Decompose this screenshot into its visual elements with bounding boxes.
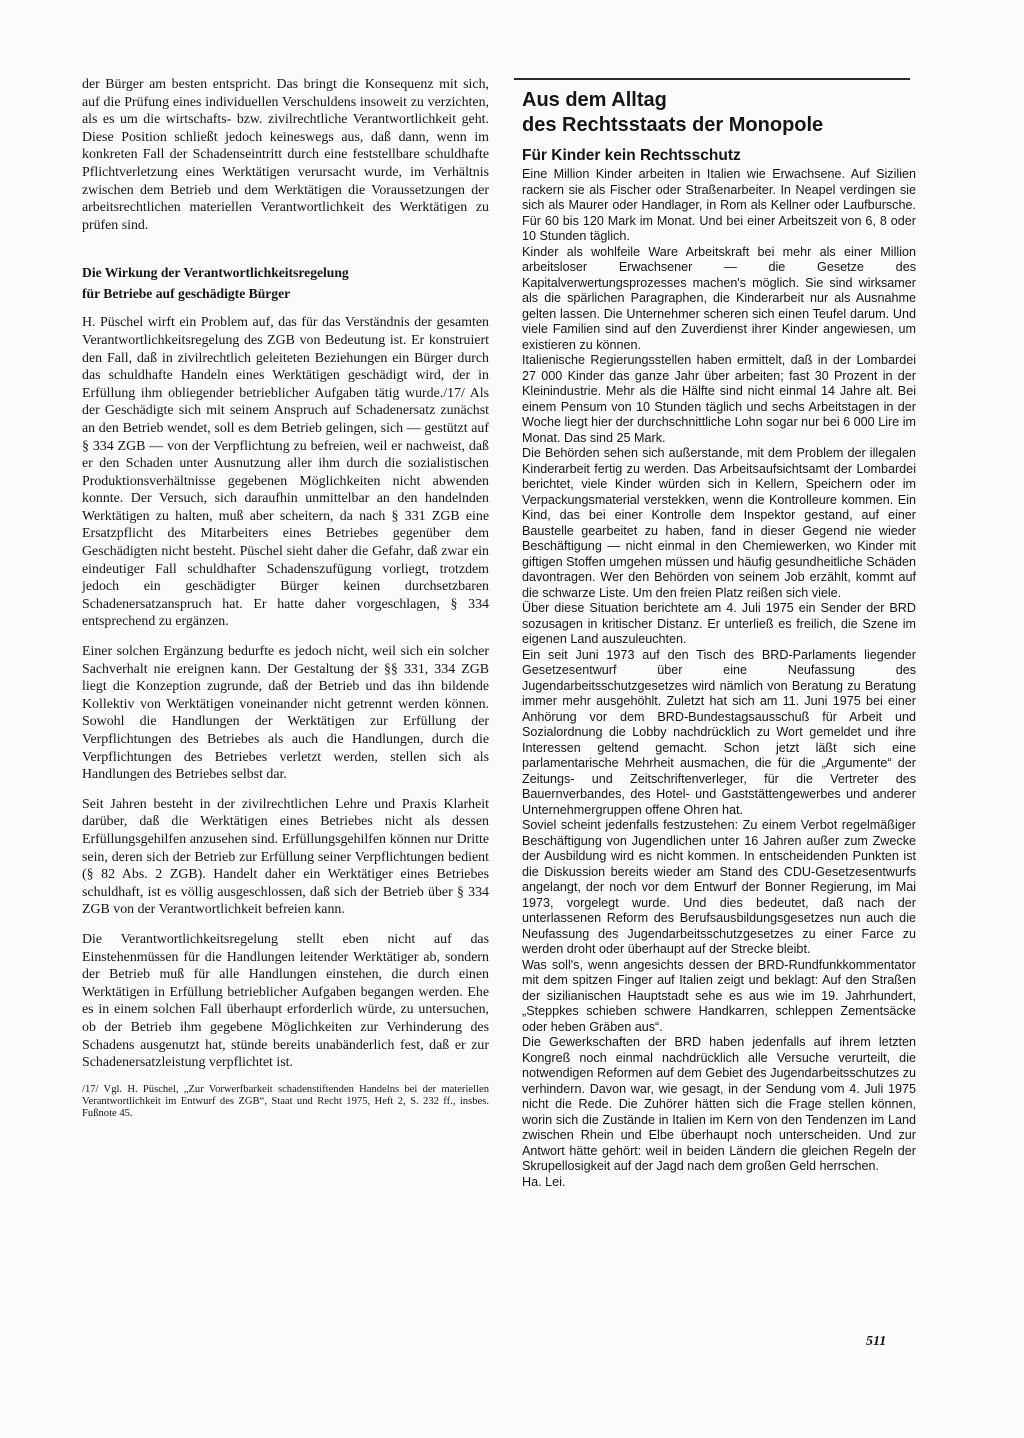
body-paragraph: H. Püschel wirft ein Problem auf, das für das Verständnis der gesamten Verantwortlichkeitsregelung des ZGB von Bedeutung ist. Er konstruiert den Fall, daß in zivilrechtlich geleiteten Beziehungen ein Bürger durch das schuldhafte Handeln eines Werktätigen geschädigt wird, der in Erfüllung ihm obliegender betrieblicher Aufgaben tätig wurde./17/ Als der Geschädigte sich mit seinem Anspruch auf Schadenersatz zunächst an den Betrieb wendet, soll es dem Betrieb gelingen, sich — gestützt auf § 334 ZGB — von der Verpflichtung zu befreien, weil er nachweist, daß er den Schaden unter Ausnutzung aller ihm durch die sozialistischen Produktionsverhältnisse gegebenen Möglichkeiten nicht abwenden konnte. Der Versuch, sich daraufhin unmittelbar an den handelnden Werktätigen zu halten, muß aber scheitern, da nach § 331 ZGB eine Ersatzpflicht des Mitarbeiters eines Betriebes gegenüber dem Geschädigten nicht besteht. Püschel sieht daher die Gefahr, daß zwar ein eindeutiger Fall schuldhafter Schadenszufügung vorliegt, trotzdem jedoch ein geschädigter Bürger keinen durchsetzbaren Schadenersatzanspruch hat. Er hatte daher vorgeschlagen, § 334 entsprechend zu ergänzen. bbox=[82, 315, 489, 630]
body-paragraph: Seit Jahren besteht in der zivilrechtlichen Lehre und Praxis Klarheit darüber, daß die Werktätigen eines Betriebes nicht als dessen Erfüllungsgehilfen anzusehen sind. Erfüllungsgehilfen können nur Dritte sein, deren sich der Betrieb zur Erfüllung seiner Verpflichtungen bedient (§ 82 Abs. 2 ZGB). Handelt daher ein Werktätiger eines Betriebes schuldhaft, ist es völlig ausgeschlossen, daß sich der Betrieb über § 334 ZGB von der Verantwortlichkeit befreien kann. bbox=[82, 796, 489, 918]
section-heading bbox=[82, 262, 489, 304]
article-title-line2: des Rechtsstaats der Monopole bbox=[522, 113, 824, 136]
body-paragraph: Die Verantwortlichkeitsregelung stellt eben nicht auf das Einstehenmüssen für die Handlungen leitender Werktätiger ab, sondern der Betrieb muß für alle Handlungen einstehen, die durch einen Werktätigen in Erfüllung betrieblicher Aufgaben begangen werden. Ehe es in einem solchen Fall überhaupt erforderlich würde, zu untersuchen, ob der Betrieb ihm gegebene Möglichkeiten zur Verhinderung des Schadens ausgenutzt hat, stünde bereits unabänderlich fest, daß er zur Schadenersatzleistung verpflichtet ist. bbox=[82, 931, 489, 1071]
article-paragraph: Die Gewerkschaften der BRD haben jedenfalls auf ihrem letzten Kongreß noch einmal nachdrücklich alle Versuche verurteilt, die notwendigen Reformen auf dem Gebiet des Jugendarbeitsschutzes zu verhindern. Davon war, wie gesagt, in der Sendung vom 4. Juli 1975 nicht die Rede. Die Zuhörer hätten sich die Frage stellen können, worin sich die Zustände in Italien im Kern von den Tendenzen im Land zwischen Rhein und Elbe überhaupt noch unterscheiden. Und zur Antwort hätte gehört: weil in beiden Ländern die gleichen Regeln der Skrupellosigkeit auf der Jagd nach dem großen Geld herrschen. bbox=[522, 1035, 916, 1173]
right-column bbox=[522, 88, 916, 1190]
article-paragraph: Die Behörden sehen sich außerstande, mit dem Problem der illegalen Kinderarbeit fertig zu werden. Das Arbeitsaufsichtsamt der Lombardei berichtet, viele Kinder würden sich in Kellern, Speichern oder im Verpackungsmaterial verstekken, wenn die Kontrolleure kommen. Ein Kind, das bei einer Kontrolle dem Inspektor gestand, auf einer Baustelle gearbeitet zu haben, fand in dieser Gegend nie wieder Beschäftigung — nicht einmal in den Chemiewerken, wo Kinder mit giftigen Stoffen umgehen müssen und häufig gesundheitliche Schäden davontragen. Wer den Behörden von seinem Job erzählt, kommt auf die schwarze Liste. Um den freien Platz reißen sich viele. bbox=[522, 446, 916, 600]
footnote: /17/ Vgl. H. Püschel, „Zur Vorwerfbarkeit schadenstiftenden Handelns bei der materiellen Verantwortlichkeit im Entwurf des ZGB“, Staat und Recht 1975, Heft 2, S. 232 ff., insbes. Fußnote 45. bbox=[82, 1083, 489, 1120]
article-title bbox=[522, 88, 916, 137]
section-heading-line2: für Betriebe auf geschädigte Bürger bbox=[82, 286, 291, 302]
article-paragraph: Kinder als wohlfeile Ware Arbeitskraft bei mehr als einer Million arbeitsloser Erwachsener — die Gesetze des Kapitalverwertungsprozesses machen's möglich. Sie sind wirksamer als die spärlichen Paragraphen, die Kinderarbeit nur als Ausnahme gelten lassen. Die Unternehmer scheren sich einen Teufel darum. Und viele Familien sind auf den Zuverdienst ihrer Kinder angewiesen, um existieren zu können. bbox=[522, 244, 916, 352]
body-paragraph: Einer solchen Ergänzung bedurfte es jedoch nicht, weil sich ein solcher Sachverhalt nie ereignen kann. Der Gestaltung der §§ 331, 334 ZGB liegt die Konzeption zugrunde, daß der Betrieb und das ihn bildende Kollektiv von Werktätigen voneinander nicht getrennt werden können. Sowohl die Handlungen der Werktätigen zur Erfüllung der Verpflichtungen des Betriebes als auch die Handlungen, durch die Verpflichtungen des Betriebes verletzt werden, stellen sich als Handlungen des Betriebes selbst dar. bbox=[82, 644, 489, 783]
article-subtitle: Für Kinder kein Rechtsschutz bbox=[522, 147, 741, 164]
article-paragraph: Was soll's, wenn angesichts dessen der BRD-Rundfunkkommentator mit dem spitzen Finger auf Italien zeigt und beklagt: Auf den Straßen der sizilianischen Hauptstadt sehe es aus wie im 19. Jahrhundert, „Steppkes schieben schwere Handkarren, schleppen Zementsäcke oder heben Gräben aus“. bbox=[522, 957, 916, 1034]
article-paragraph: Soviel scheint jedenfalls festzustehen: Zu einem Verbot regelmäßiger Beschäftigung von Jugendlichen unter 16 Jahren außer zum Zwecke der Ausbildung wird es nicht kommen. In entscheidenden Punkten ist die Diskussion bereits wieder am Stand des CDU-Gesetzesentwurfs angelangt, der noch vor dem Entwurf der Bonner Regierung, im Mai 1973, vorgelegt wurde. Und dies bedeutet, daß nach der unterlassenen Reform des Berufsausbildungsgesetzes nun auch die Neufassung des Jugendarbeitsschutzgesetzes zu einer Farce zu werden droht oder überhaupt auf der Strecke bleibt. bbox=[522, 818, 916, 956]
left-column bbox=[82, 76, 489, 1133]
article-paragraph: Über diese Situation berichtete am 4. Juli 1975 ein Sender der BRD sozusagen in kritischer Distanz. Er unterließ es freilich, die Szene im eigenen Land auszuleuchten. bbox=[522, 601, 916, 646]
article-paragraph: Ein seit Juni 1973 auf den Tisch des BRD-Parlaments liegender Gesetzesentwurf über eine Neufassung des Jugendarbeitsschutzgesetzes wird nämlich von Beratung zu Beratung immer mehr ausgehöhlt. Zuletzt hat sich am 11. Juni 1975 bei einer Anhörung vor dem BRD-Bundestagsausschuß für Arbeit und Sozialordnung die Lobby nachdrücklich zu Wort gemeldet und ihre Interessen geltend gemacht. Schon jetzt läßt sich eine parlamentarische Mehrheit ausmachen, die für die „Argumente“ der Zeitungs- und Zeitschriftenverleger, für die Vertreter des Bauernverbandes, des Hotel- und Gaststättengewerbes und anderer Unternehmergruppen offene Ohren hat. bbox=[522, 647, 916, 817]
author-signature: Ha. Lei. bbox=[522, 1174, 566, 1189]
column-top-rule bbox=[514, 78, 910, 80]
article-title-line1: Aus dem Alltag bbox=[522, 89, 667, 111]
article-paragraph: Italienische Regierungsstellen haben ermittelt, daß in der Lombardei 27 000 Kinder das ganze Jahr über arbeiten; fast 30 Prozent in der Kleinindustrie. Mehr als die Hälfte sind nicht einmal 14 Jahre alt. Bei einem Pensum von 10 Stunden täglich und sechs Arbeitstagen in der Woche liegt hier der durchschnittliche Lohn sogar nur bei 6 000 Lire im Monat. Das sind 25 Mark. bbox=[522, 353, 916, 445]
article-paragraph: Eine Million Kinder arbeiten in Italien wie Erwachsene. Auf Sizilien rackern sie als Fischer oder Straßenarbeiter. In Neapel verdingen sie sich als Maurer oder Handlager, in Rom als Kellner oder Laufbursche. Für 60 bis 120 Mark im Monat. Und bei einer Arbeitszeit von 6, 8 oder 10 Stunden täglich. bbox=[522, 167, 916, 243]
intro-paragraph: der Bürger am besten entspricht. Das bringt die Konsequenz mit sich, auf die Prüfung eines individuellen Verschuldens insoweit zu verzichten, als es um die wirtschafts- bzw. zivilrechtliche Verantwortlichkeit geht. Diese Position schließt jedoch keineswegs aus, daß dann, wenn im konkreten Fall der Schadenseintritt durch eine feststellbare schuldhafte Pflichtverletzung eines Werktätigen verursacht wurde, im Verhältnis zwischen dem Betrieb und dem Werktätigen die Voraussetzungen der arbeitsrechtlichen materiellen Verantwortlichkeit des Werktätigen zu prüfen sind. bbox=[82, 77, 489, 233]
page-number: 511 bbox=[866, 1334, 887, 1349]
section-heading-line1: Die Wirkung der Verantwortlichkeitsregelung bbox=[82, 265, 349, 281]
